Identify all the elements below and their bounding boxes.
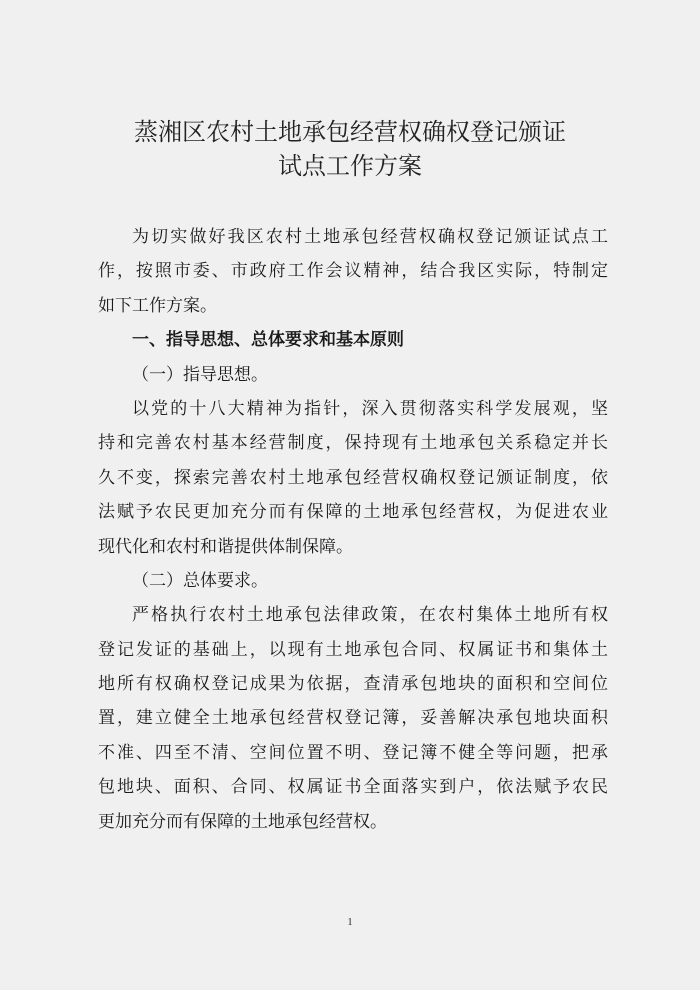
body-line: 现代化和农村和谐提供体制保障。	[98, 536, 353, 557]
document-body	[98, 220, 608, 839]
body-line: 法赋予农民更加充分而有保障的土地承包经营权，为促进农业	[98, 502, 608, 523]
body-line: 以党的十八大精神为指针，深入贯彻落实科学发展观，坚	[132, 398, 608, 419]
page-number: 1	[347, 916, 353, 928]
body-line: 严格执行农村土地承包法律政策，在农村集体土地所有权	[132, 605, 608, 626]
document-title-line-1: 蒸湘区农村土地承包经营权确权登记颁证	[134, 118, 566, 146]
body-line: 不准、四至不清、空间位置不明、登记簿不健全等问题，把承	[98, 742, 608, 763]
body-line: 地所有权确权登记成果为依据，查清承包地块的面积和空间位	[98, 674, 608, 695]
body-line: 更加充分而有保障的土地承包经营权。	[98, 811, 387, 832]
body-line: 包地块、面积、合同、权属证书全面落实到户，依法赋予农民	[98, 777, 608, 798]
body-line: 久不变，探索完善农村土地承包经营权确权登记颁证制度，依	[98, 467, 608, 488]
document-title-line-2: 试点工作方案	[278, 152, 422, 180]
body-line: 如下工作方案。	[98, 295, 217, 316]
body-line: 作，按照市委、市政府工作会议精神，结合我区实际，特制定	[98, 261, 608, 282]
body-line: 登记发证的基础上，以现有土地承包合同、权属证书和集体土	[98, 639, 608, 660]
section-heading-1: 一、指导思想、总体要求和基本原则	[132, 330, 404, 351]
body-line: 持和完善农村基本经营制度，保持现有土地承包关系稳定并长	[98, 433, 608, 454]
body-line: 为切实做好我区农村土地承包经营权确权登记颁证试点工	[132, 227, 608, 247]
subsection-heading-guiding-ideology: （一）指导思想。	[132, 364, 268, 385]
body-line: 置，建立健全土地承包经营权登记簿，妥善解决承包地块面积	[98, 708, 608, 729]
subsection-heading-general-requirements: （二）总体要求。	[132, 570, 268, 591]
